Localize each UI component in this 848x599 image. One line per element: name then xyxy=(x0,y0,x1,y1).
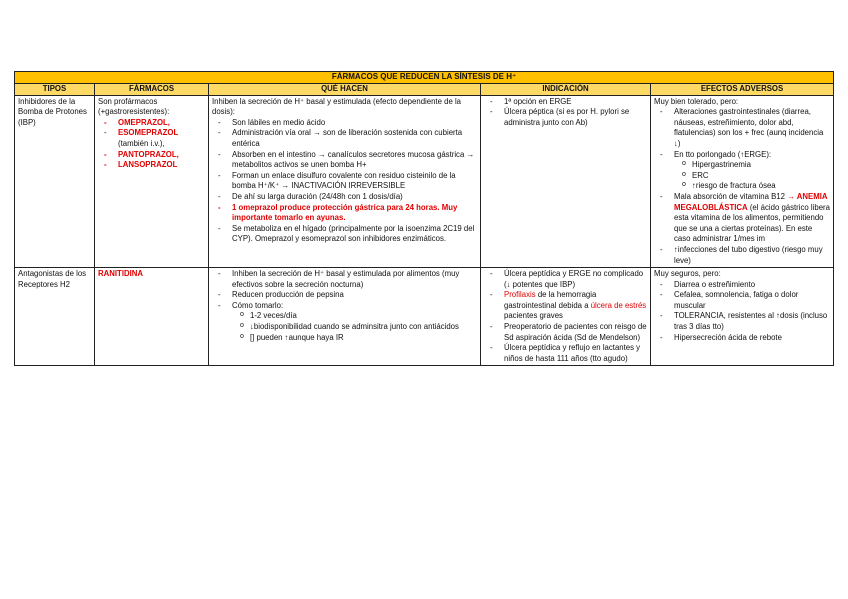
header-efectos: EFECTOS ADVERSOS xyxy=(651,84,834,96)
sub-item: o ↑riesgo de fractura ósea xyxy=(654,181,830,192)
list-item xyxy=(98,128,205,149)
table-title: FÁRMACOS QUE REDUCEN LA SÍNTESIS DE H⁺ xyxy=(15,72,834,84)
anemia-highlight: → ANEMIA MEGALOBLÁSTICA xyxy=(674,191,828,212)
list-item-highlight: - 1 omeprazol produce protección gástrica para 24 horas. Muy importante tomarlo en ayunas. xyxy=(212,203,477,224)
list-item: - Cómo tomarlo: xyxy=(212,301,477,312)
drug-ranitidina: RANITIDINA xyxy=(98,269,144,279)
list-item xyxy=(484,290,647,322)
table-row xyxy=(15,268,834,366)
farmacos-cell xyxy=(95,268,209,366)
list-item: - Preoperatorio de pacientes con reisgo de Sd aspiración ácida (Sd de Mendelson) xyxy=(484,322,647,343)
drug-lansoprazol: - LANSOPRAZOL xyxy=(98,160,205,171)
sub-item: o 1-2 veces/día xyxy=(212,311,477,322)
efectos-cell xyxy=(651,268,834,366)
list-item: - Cefalea, somnolencia, fatiga o dolor muscular xyxy=(654,290,830,311)
list-item xyxy=(654,192,830,245)
drug-omeprazol: - OMEPRAZOL, xyxy=(98,118,205,129)
b12-lead: Mala absorción de vitamina B12 xyxy=(674,191,785,201)
header-tipos: TIPOS xyxy=(15,84,95,96)
b12-rest: (el ácido gástrico libera esta vitamina de los alimentos, permitiendo que se una a ciertas proteínas). En este caso administrar 1/mes im xyxy=(674,202,830,244)
sub-item: o [] pueden ↑aunque haya IR xyxy=(212,333,477,344)
profilaxis-mid: de la hemorragia gastrointestinal debida a xyxy=(504,290,597,310)
efectos-intro: Muy seguros, pero: xyxy=(654,269,721,279)
profilaxis-end: pacientes graves xyxy=(504,311,563,321)
efectos-cell xyxy=(651,95,834,268)
list-item: - Diarrea o estreñimiento xyxy=(654,280,830,291)
ulcera-estres-highlight: úlcera de estrés xyxy=(590,300,647,310)
list-item: - TOLERANCIA, resistentes al ↑dosis (incluso tras 3 días tto) xyxy=(654,311,830,332)
list-item: - De ahí su larga duración (24/48h con 1 dosis/día) xyxy=(212,192,477,203)
header-farmacos: FÁRMACOS xyxy=(95,84,209,96)
list-item: - 1ª opción en ERGE xyxy=(484,97,647,108)
list-item: - Úlcera peptídica y reflujo en lactantes y niños de hasta 111 años (tto agudo) xyxy=(484,343,647,364)
list-item: - Administración vía oral → son de liberación sostenida con cubierta entérica xyxy=(212,128,477,149)
list-item: - Forman un enlace disulfuro covalente con residuo cisteinilo de la bomba H⁺/K⁺ → INACTIVACIÓN IRREVERSIBLE xyxy=(212,171,477,192)
sub-item: o ERC xyxy=(654,171,830,182)
farmacos-intro: Son profármacos (+gastroresistentes): xyxy=(98,96,170,117)
farmacos-cell xyxy=(95,95,209,268)
drug-note: (también i.v.), xyxy=(118,138,165,148)
sub-item: o Hipergastrinemia xyxy=(654,160,830,171)
list-item: - Reducen producción de pepsina xyxy=(212,290,477,301)
indicacion-cell xyxy=(481,268,651,366)
list-item: - En tto porlongado (↑ERGE): xyxy=(654,150,830,161)
list-item: - Úlcera peptídica y ERGE no complicado (↓ potentes que IBP) xyxy=(484,269,647,290)
que-hacen-cell xyxy=(209,95,481,268)
header-que-hacen: QUÉ HACEN xyxy=(209,84,481,96)
list-item: - Alteraciones gastrointestinales (diarrea, náuseas, estreñimiento, dolor abd, flatulencias) son los + frec (aunq incidencia ↓) xyxy=(654,107,830,149)
table-row xyxy=(15,95,834,268)
sub-item: o ↓biodisponibilidad cuando se adminsitra junto con antiácidos xyxy=(212,322,477,333)
list-item: - Hipersecreción ácida de rebote xyxy=(654,333,830,344)
drug-esomeprazol: ESOMEPRAZOL xyxy=(118,128,179,138)
que-hacen-cell xyxy=(209,268,481,366)
tipo-cell: Antagonistas de los Receptores H2 xyxy=(15,268,95,366)
tipo-cell: Inhibidores de la Bomba de Protones (IBP) xyxy=(15,95,95,268)
list-item: - Inhiben la secreción de H⁺ basal y estimulada por alimentos (muy efectivos sobre la secreción nocturna) xyxy=(212,269,477,290)
efectos-intro: Muy bien tolerado, pero: xyxy=(654,96,739,106)
drug-table xyxy=(14,71,834,366)
list-item: - Son lábiles en medio ácido xyxy=(212,118,477,129)
list-item: - Se metaboliza en el hígado (principalmente por la isoenzima 2C19 del CYP). Omeprazol y esomeprazol son inhibidores enzimáticos. xyxy=(212,224,477,245)
profilaxis-highlight: Profilaxis xyxy=(504,290,536,300)
que-hacen-intro: Inhiben la secreción de H⁺ basal y estimulada (efecto dependiente de la dosis): xyxy=(212,96,462,117)
drug-pantoprazol: - PANTOPRAZOL, xyxy=(98,150,205,161)
header-indicacion: INDICACIÓN xyxy=(481,84,651,96)
list-item: - Úlcera péptica (si es por H. pylori se administra junto con Ab) xyxy=(484,107,647,128)
list-item: - ↑infecciones del tubo digestivo (riesgo muy leve) xyxy=(654,245,830,266)
list-item: - Absorben en el intestino → canalículos secretores mucosa gástrica → metabolitos activos se unen bomba H+ xyxy=(212,150,477,171)
indicacion-cell xyxy=(481,95,651,268)
